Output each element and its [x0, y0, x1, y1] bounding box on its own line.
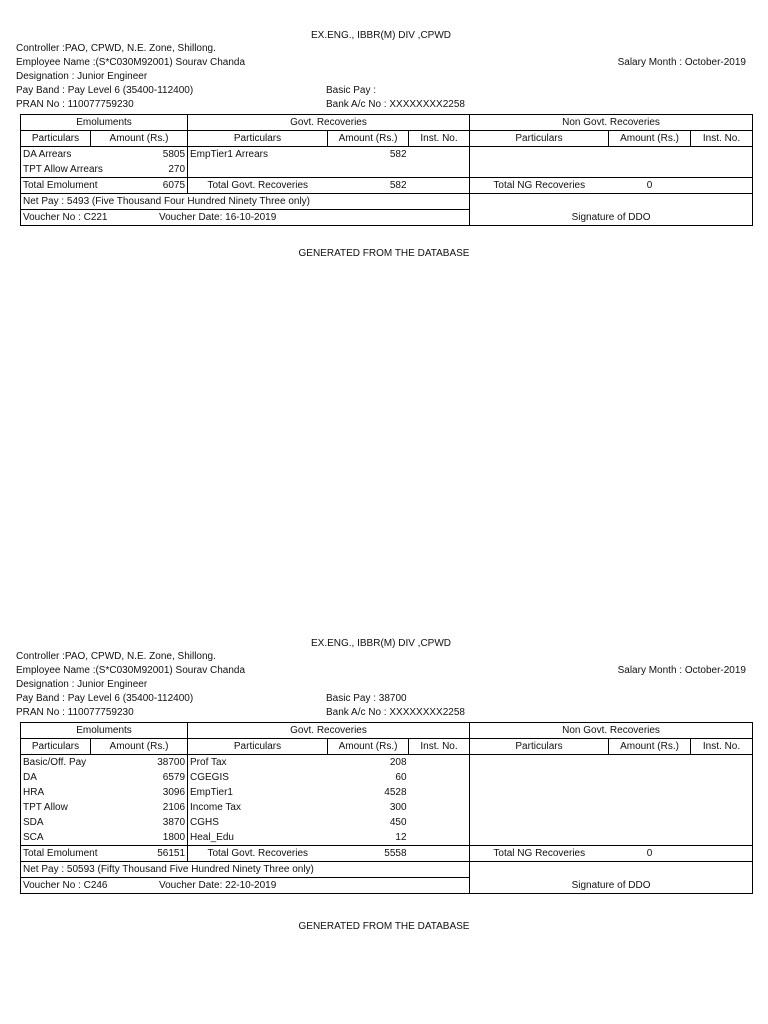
header-emoluments: Emoluments [21, 115, 188, 131]
totals-row [21, 846, 753, 862]
emolument-particular: SDA [21, 815, 91, 830]
total-ng-amount: 0 [609, 846, 691, 862]
col-particulars: Particulars [470, 739, 609, 755]
controller: Controller :PAO, CPWD, N.E. Zone, Shillong. [16, 651, 216, 662]
pay-band: Pay Band : Pay Level 6 (35400-112400) [16, 693, 194, 704]
generated-note: GENERATED FROM THE DATABASE [298, 248, 470, 259]
col-inst-no: Inst. No. [691, 739, 753, 755]
govt-particular: EmpTier1 Arrears [190, 149, 268, 160]
basic-pay: Basic Pay : [326, 85, 377, 96]
totals-row [21, 178, 753, 194]
bank-account: Bank A/c No : XXXXXXXX2258 [326, 99, 465, 110]
header-nongovt-recoveries: Non Govt. Recoveries [470, 115, 753, 131]
col-particulars: Particulars [188, 131, 328, 147]
total-ng-label: Total NG Recoveries [470, 846, 609, 862]
govt-particular: Prof Tax [190, 757, 227, 768]
pay-table [20, 722, 753, 894]
emolument-amount: 1800 [91, 830, 188, 846]
table-row [21, 770, 753, 785]
controller: Controller :PAO, CPWD, N.E. Zone, Shillong. [16, 43, 216, 54]
col-amount: Amount (Rs.) [609, 131, 691, 147]
govt-amount: 582 [389, 149, 407, 160]
emolument-amount: 5805 [91, 147, 188, 163]
voucher-date: Voucher Date: 16-10-2019 [159, 212, 277, 223]
employee-name: Employee Name :(S*C030M92001) Sourav Chanda [16, 665, 246, 676]
col-particulars: Particulars [188, 739, 328, 755]
emolument-particular: HRA [21, 785, 91, 800]
voucher-number: Voucher No : C246 [23, 880, 108, 891]
emolument-amount: 3870 [91, 815, 188, 830]
emolument-particular: Basic/Off. Pay [21, 755, 91, 771]
govt-amount: 4528 [384, 787, 407, 798]
govt-particular [188, 162, 328, 178]
table-row [21, 755, 753, 771]
govt-amount: 12 [395, 832, 407, 843]
emolument-particular: TPT Allow [21, 800, 91, 815]
total-emolument-amount: 56151 [91, 846, 188, 862]
emolument-particular: SCA [21, 830, 91, 846]
emolument-amount: 270 [91, 162, 188, 178]
col-particulars: Particulars [21, 131, 91, 147]
govt-particular: CGEGIS [190, 772, 229, 783]
total-govt-label: Total Govt. Recoveries [188, 846, 328, 862]
govt-particular: Income Tax [190, 802, 241, 813]
designation: Designation : Junior Engineer [16, 679, 148, 690]
govt-amount: 300 [389, 802, 407, 813]
col-amount: Amount (Rs.) [91, 131, 188, 147]
voucher-number: Voucher No : C221 [23, 212, 108, 223]
govt-particular: EmpTier1 [190, 787, 233, 798]
col-inst-no: Inst. No. [409, 739, 470, 755]
govt-particular: CGHS [190, 817, 219, 828]
col-inst-no: Inst. No. [691, 131, 753, 147]
govt-particular: Heal_Edu [190, 832, 234, 843]
ddo-signature: Signature of DDO [470, 194, 753, 226]
office-title: EX.ENG., IBBR(M) DIV ,CPWD [310, 30, 451, 41]
col-amount: Amount (Rs.) [609, 739, 691, 755]
table-row [21, 800, 753, 815]
office-title: EX.ENG., IBBR(M) DIV ,CPWD [310, 638, 451, 649]
header-emoluments: Emoluments [21, 723, 188, 739]
salary-month: Salary Month : October-2019 [617, 57, 746, 68]
govt-amount [328, 162, 409, 178]
table-row [21, 785, 753, 800]
emolument-particular: DA Arrears [21, 147, 91, 163]
col-amount: Amount (Rs.) [91, 739, 188, 755]
basic-pay: Basic Pay : 38700 [326, 693, 407, 704]
header-govt-recoveries: Govt. Recoveries [188, 723, 470, 739]
col-inst-no: Inst. No. [409, 131, 470, 147]
header-govt-recoveries: Govt. Recoveries [188, 115, 470, 131]
emolument-amount: 3096 [91, 785, 188, 800]
net-pay: Net Pay : 50593 (Fifty Thousand Five Hundred Ninety Three only) [21, 862, 470, 878]
designation: Designation : Junior Engineer [16, 71, 148, 82]
table-row [21, 147, 753, 163]
total-govt-label: Total Govt. Recoveries [188, 178, 328, 194]
col-particulars: Particulars [470, 131, 609, 147]
emolument-particular: TPT Allow Arrears [21, 162, 91, 178]
pay-table [20, 114, 753, 226]
salary-month: Salary Month : October-2019 [617, 665, 746, 676]
total-ng-label: Total NG Recoveries [470, 178, 609, 194]
table-row [21, 830, 753, 846]
voucher-date: Voucher Date: 22-10-2019 [159, 880, 277, 891]
col-amount: Amount (Rs.) [328, 131, 409, 147]
total-emolument-amount: 6075 [91, 178, 188, 194]
emolument-amount: 6579 [91, 770, 188, 785]
net-pay: Net Pay : 5493 (Five Thousand Four Hundred Ninety Three only) [21, 194, 470, 210]
table-row [21, 162, 753, 178]
table-row [21, 815, 753, 830]
total-govt-amount: 5558 [328, 846, 409, 862]
pran-number: PRAN No : 110077759230 [16, 707, 134, 718]
total-emolument-label: Total Emolument [21, 178, 91, 194]
pran-number: PRAN No : 110077759230 [16, 99, 134, 110]
total-emolument-label: Total Emolument [21, 846, 91, 862]
pay-band: Pay Band : Pay Level 6 (35400-112400) [16, 85, 194, 96]
employee-name: Employee Name :(S*C030M92001) Sourav Chanda [16, 57, 246, 68]
col-amount: Amount (Rs.) [328, 739, 409, 755]
generated-note: GENERATED FROM THE DATABASE [298, 921, 470, 932]
header-nongovt-recoveries: Non Govt. Recoveries [470, 723, 753, 739]
govt-amount: 208 [389, 757, 407, 768]
emolument-amount: 38700 [91, 755, 188, 771]
ddo-signature: Signature of DDO [470, 862, 753, 894]
bank-account: Bank A/c No : XXXXXXXX2258 [326, 707, 465, 718]
govt-amount: 450 [389, 817, 407, 828]
total-govt-amount: 582 [328, 178, 409, 194]
govt-amount: 60 [395, 772, 407, 783]
col-particulars: Particulars [21, 739, 91, 755]
total-ng-amount: 0 [609, 178, 691, 194]
emolument-amount: 2106 [91, 800, 188, 815]
emolument-particular: DA [21, 770, 91, 785]
